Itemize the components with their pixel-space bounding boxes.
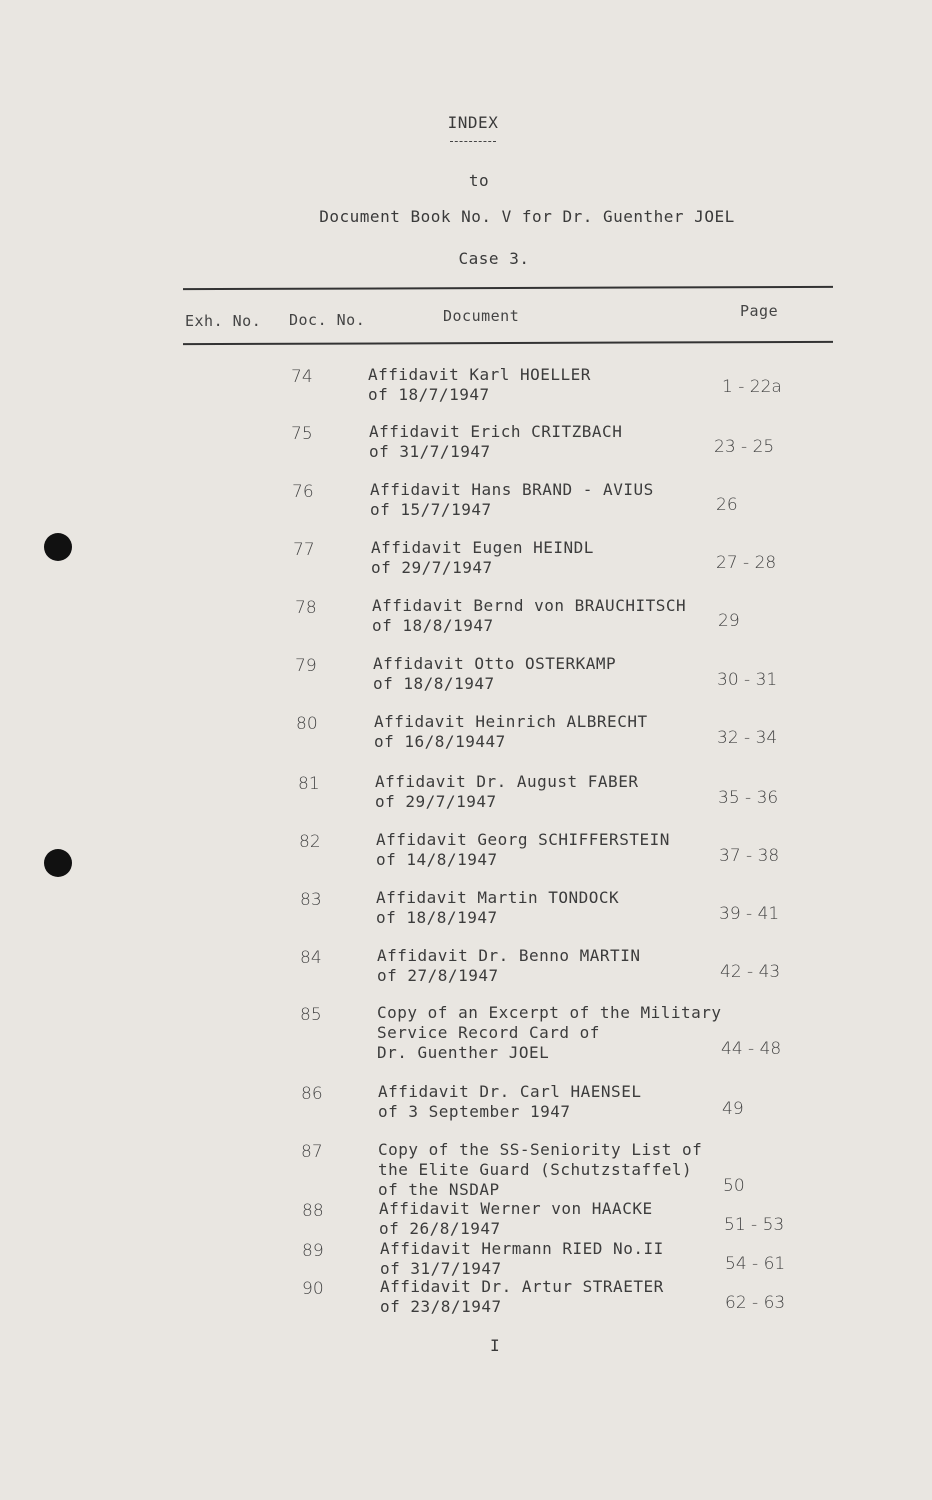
description-line: of 29/7/1947 [375,792,497,811]
doc-number: 78 [295,598,317,618]
case-label: Case 3. [458,249,530,268]
table-top-rule [183,286,833,290]
description-line: Affidavit Bernd von BRAUCHITSCH [372,596,687,615]
document-description [378,1140,702,1200]
page-range: 50 [723,1176,745,1196]
document-description [377,1003,722,1063]
page-range: 35 - 36 [718,788,779,808]
table-header-rule [183,341,833,345]
document-description [376,888,619,928]
index-title: INDEX [447,113,499,132]
punch-hole-bottom [44,849,72,877]
header-page: Page [740,302,779,320]
title-underline [450,141,496,142]
page-range: 32 - 34 [717,728,778,748]
description-line: of 18/8/1947 [376,908,498,927]
doc-number: 76 [292,482,314,502]
description-line: of 3 September 1947 [378,1102,571,1121]
doc-number: 82 [299,832,321,852]
page-range: 29 [718,611,740,631]
doc-number: 79 [295,656,317,676]
description-line: of the NSDAP [378,1180,500,1199]
description-line: of 18/7/1947 [368,385,490,404]
doc-number: 88 [302,1201,324,1221]
page-range: 27 - 28 [716,553,777,573]
document-description [372,596,686,636]
doc-number: 74 [291,367,313,387]
description-line: Affidavit Werner von HAACKE [379,1199,653,1218]
doc-number: 77 [293,540,315,560]
doc-number: 90 [302,1279,324,1299]
document-description [375,772,638,812]
page-range: 49 [722,1099,744,1119]
page-range: 44 - 48 [721,1039,782,1059]
document-description [378,1082,641,1122]
subtitle: Document Book No. V for Dr. Guenther JOEL [319,207,735,226]
doc-number: 85 [300,1005,322,1025]
punch-hole-top [44,533,72,561]
header-exh-no: Exh. No. [185,312,262,330]
description-line: of 18/8/1947 [372,616,494,635]
description-line: of 14/8/1947 [376,850,498,869]
description-line: of 29/7/1947 [371,558,493,577]
description-line: Affidavit Martin TONDOCK [376,888,620,907]
description-line: Affidavit Georg SCHIFFERSTEIN [376,830,670,849]
description-line: Affidavit Hans BRAND - AVIUS [370,480,654,499]
description-line: of 18/8/1947 [373,674,495,693]
description-line: Affidavit Erich CRITZBACH [369,422,623,441]
description-line: Copy of the SS-Seniority List of [378,1140,703,1159]
document-description [373,654,616,694]
description-line: the Elite Guard (Schutzstaffel) [378,1160,693,1179]
description-line: Affidavit Otto OSTERKAMP [373,654,617,673]
description-line: Copy of an Excerpt of the Military [377,1003,722,1022]
description-line: of 31/7/1947 [369,442,491,461]
description-line: Affidavit Karl HOELLER [368,365,591,384]
document-description [368,365,591,405]
page-range: 37 - 38 [719,846,780,866]
description-line: of 16/8/19447 [374,732,506,751]
page-range: 54 - 61 [725,1254,786,1274]
page-range: 26 [716,495,738,515]
doc-number: 86 [301,1084,323,1104]
document-description [379,1199,653,1239]
description-line: Affidavit Dr. Artur STRAETER [380,1277,664,1296]
description-line: of 26/8/1947 [379,1219,501,1238]
header-document: Document [443,307,520,325]
document-description [374,712,648,752]
page-range: 30 - 31 [717,670,778,690]
document-description [371,538,594,578]
page-number: I [490,1336,500,1355]
to-line: to [468,171,490,190]
doc-number: 87 [301,1142,323,1162]
description-line: Dr. Guenther JOEL [377,1043,550,1062]
doc-number: 81 [298,774,320,794]
page-range: 62 - 63 [725,1293,786,1313]
description-line: of 27/8/1947 [377,966,499,985]
description-line: Service Record Card of [377,1023,600,1042]
description-line: Affidavit Dr. Carl HAENSEL [378,1082,642,1101]
description-line: of 23/8/1947 [380,1297,502,1316]
doc-number: 84 [300,948,322,968]
doc-number: 89 [302,1241,324,1261]
description-line: Affidavit Dr. August FABER [375,772,639,791]
description-line: Affidavit Hermann RIED No.II [380,1239,664,1258]
doc-number: 80 [296,714,318,734]
document-description [370,480,654,520]
page-range: 1 - 22a [722,377,782,397]
description-line: Affidavit Dr. Benno MARTIN [377,946,641,965]
page-range: 42 - 43 [720,962,781,982]
description-line: of 31/7/1947 [380,1259,502,1278]
document-description [369,422,622,462]
document-description [380,1277,664,1317]
doc-number: 75 [291,424,313,444]
description-line: Affidavit Eugen HEINDL [371,538,594,557]
doc-number: 83 [300,890,322,910]
page-range: 51 - 53 [724,1215,785,1235]
description-line: of 15/7/1947 [370,500,492,519]
page-range: 39 - 41 [719,904,780,924]
page-range: 23 - 25 [714,437,775,457]
description-line: Affidavit Heinrich ALBRECHT [374,712,648,731]
document-description [380,1239,664,1279]
document-description [376,830,670,870]
header-doc-no: Doc. No. [289,311,366,329]
document-description [377,946,640,986]
